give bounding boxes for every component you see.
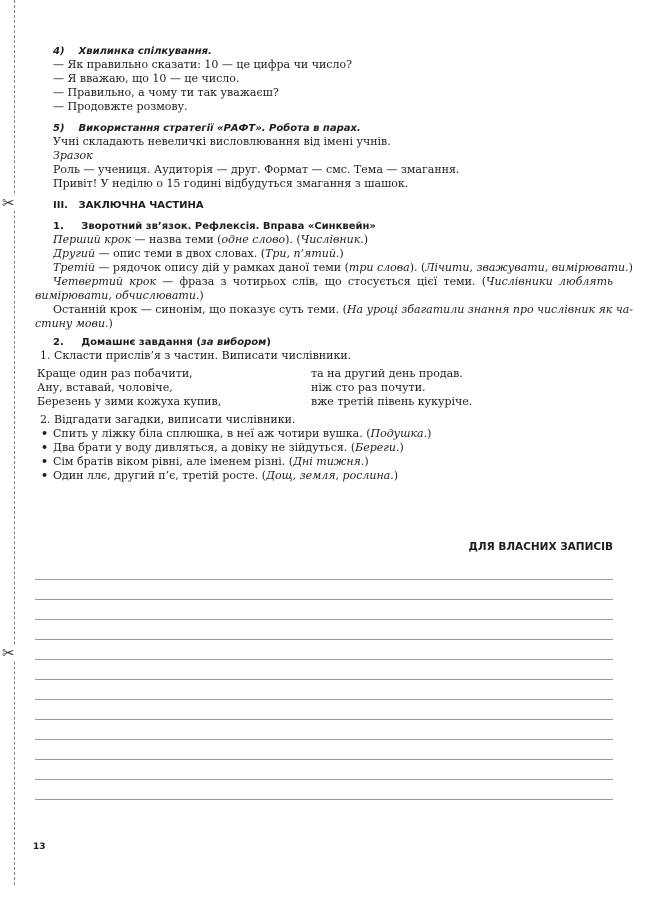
text-line: Учні складають невеличкі висловлювання від імені учнів. <box>53 135 391 148</box>
cinquain-line-5-cont: стину мови.) <box>35 317 113 330</box>
cinquain-line-3: Третій — рядочок опису дій у рамках даної теми (три слова). (Лічити, зважувати, вимірювати.) <box>53 261 633 274</box>
text-line: Привіт! У неділю о 15 годині відбудуться змагання з шашок. <box>53 177 409 190</box>
own-notes-heading: ДЛЯ ВЛАСНИХ ЗАПИСІВ <box>468 541 613 553</box>
homework-heading: 2. Домашнє завдання (за вибором) <box>53 337 271 348</box>
page-number: 13 <box>33 842 46 852</box>
section-iii-heading: III. ЗАКЛЮЧНА ЧАСТИНА <box>53 200 204 211</box>
reflection-heading: 1. Зворотний зв’язок. Рефлексія. Вправа «Синквейн» <box>53 221 376 232</box>
note-line <box>35 679 613 680</box>
cinquain-line-1: Перший крок — назва теми (одне слово). (Числівник.) <box>53 233 369 246</box>
riddle-item: • Два брати у воду дивляться, а довіку не зійдуться. (Береги.) <box>35 441 613 455</box>
scissors-icon: ✂ <box>2 194 15 212</box>
cinquain-line-2: Другий — опис теми в двох словах. (Три, п’ятий.) <box>53 247 344 260</box>
dialog-line: — Як правильно сказати: 10 — це цифра чи число? <box>53 58 352 71</box>
note-line <box>35 659 613 660</box>
section-5-heading: 5) Використання стратегії «РАФТ». Робота в парах. <box>53 123 361 134</box>
note-line <box>35 759 613 760</box>
note-line <box>35 639 613 640</box>
note-line <box>35 779 613 780</box>
cut-line <box>14 0 15 885</box>
homework-task-2: 2. Відгадати загадки, виписати числівники. <box>40 413 296 426</box>
riddle-item: • Сім братів віком рівні, але іменем різні. (Дні тижня.) <box>35 455 613 469</box>
note-line <box>35 579 613 580</box>
note-line <box>35 719 613 720</box>
homework-task-1: 1. Скласти прислів’я з частин. Виписати числівники. <box>40 349 352 362</box>
page-content <box>35 44 633 483</box>
proverb-row: Березень у зими кожуха купив, вже третій півень кукуріче. <box>37 395 473 408</box>
cinquain-line-5: Останній крок — синонім, що показує суть теми. (На уроці збагатили знання про числівник як ча- <box>53 303 633 316</box>
dialog-line: — Продовжте розмову. <box>53 100 188 113</box>
note-line <box>35 699 613 700</box>
scissors-icon: ✂ <box>2 644 15 662</box>
note-line <box>35 619 613 620</box>
proverb-row: Ану, вставай, чоловіче, ніж сто раз почути. <box>37 381 426 394</box>
dialog-line: — Правильно, а чому ти так уважаєш? <box>53 86 279 99</box>
cinquain-line-4: Четвертий крок — фраза з чотирьох слів, що стосується цієї теми. (Числівники люблять <box>53 275 614 288</box>
riddle-item: • Один ллє, другий п’є, третій росте. (Дощ, земля, рослина.) <box>35 469 613 483</box>
cinquain-line-4-cont: вимірювати, обчислювати.) <box>35 289 204 302</box>
riddle-item: • Спить у ліжку біла сплюшка, в неї аж чотири вушка. (Подушка.) <box>35 427 613 441</box>
dialog-line: — Я вважаю, що 10 — це число. <box>53 72 240 85</box>
note-line <box>35 599 613 600</box>
proverb-row: Краще один раз побачити, та на другий день продав. <box>37 367 463 380</box>
section-4-heading: 4) Хвилинка спілкування. <box>53 46 212 57</box>
sample-label: Зразок <box>53 149 93 162</box>
note-line <box>35 799 613 800</box>
note-line <box>35 739 613 740</box>
text-line: Роль — учениця. Аудиторія — друг. Формат — смс. Тема — змагання. <box>53 163 460 176</box>
